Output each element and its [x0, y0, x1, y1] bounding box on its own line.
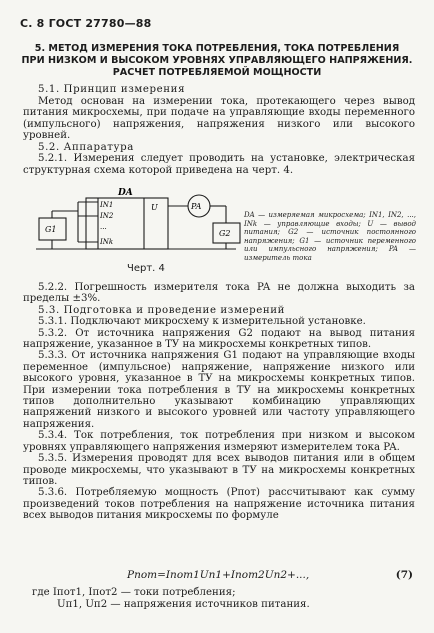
subsection-5-1-heading: 5.1. Принцип измерения: [38, 84, 186, 95]
paragraph-5-1: Метод основан на измерении тока, протекающего через вывод питания микросхемы, при подаче на управляющие входы переменного (импульсного) напряжения, напряжения низкого или высокого уровней.: [23, 95, 415, 141]
circuit-diagram: [36, 187, 241, 255]
formula-legend: [32, 587, 412, 611]
paragraph-5-2-1: 5.2.1. Измерения следует проводить на установке, электрическая структурная схема которой приведена на черт. 4.: [23, 153, 415, 176]
subsection-5-3-heading: 5.3. Подготовка и проведение измерений: [38, 304, 286, 316]
paragraph-5-3-4: 5.3.4. Ток потребления, ток потребления при низком и высоком уровнях управляющего напряжения измеряют измерителем тока PA.: [23, 430, 415, 453]
formula-row: [23, 569, 415, 583]
supply-pin-label: U: [151, 203, 158, 212]
pin-label: ...: [100, 223, 107, 231]
figure-caption: Черт. 4: [127, 263, 165, 274]
pin-label: IN2: [100, 212, 114, 220]
g2-label: G2: [219, 229, 231, 238]
page-header: С. 8 ГОСТ 27780—88: [20, 17, 152, 30]
body-text-bottom: [23, 282, 415, 522]
section-title-line: 5. МЕТОД ИЗМЕРЕНИЯ ТОКА ПОТРЕБЛЕНИЯ, ТОКА ПОТРЕБЛЕНИЯ: [34, 43, 400, 54]
formula-number: (7): [395, 569, 413, 581]
paragraph-5-3-5: 5.3.5. Измерения проводят для всех выводов питания или в общем проводе микросхемы, что указывают в ТУ на микросхемы конкретных типов.: [23, 453, 415, 487]
subsection-5-2-heading: 5.2. Аппаратура: [38, 141, 134, 153]
ammeter-label: PA: [191, 202, 202, 211]
g1-label: G1: [45, 225, 57, 234]
section-title: [18, 43, 416, 79]
paragraph-5-3-1: 5.3.1. Подключают микросхему к измерительной установке.: [38, 316, 366, 328]
figure-legend: DA — измеряемая микросхема; IN1, IN2, ..., INk — управляющие входы; U — вывод питания; G2 — источник постоянного напряжения; G1 — источник переменного или импульсного напряжения; PA — измеритель тока: [244, 211, 416, 262]
section-title-line: ПРИ НИЗКОМ И ВЫСОКОМ УРОВНЯХ УПРАВЛЯЮЩЕГО НАПРЯЖЕНИЯ.: [21, 55, 413, 66]
formula-legend-line: где Iпот1, Iпот2 — токи потребления;: [32, 587, 236, 598]
body-text-top: [23, 84, 415, 176]
paragraph-5-3-6: 5.3.6. Потребляемую мощность (Pпот) рассчитывают как сумму произведений токов потребления на напряжение источника питания всех выводов питания микросхемы по формуле: [23, 487, 415, 522]
chip-label: DA: [118, 188, 133, 198]
pin-label: IN1: [100, 201, 114, 209]
power-formula: Pпот=Iпот1Uп1+Iпот2Uп2+...,: [127, 569, 310, 581]
section-title-line: РАСЧЕТ ПОТРЕБЛЯЕМОЙ МОЩНОСТИ: [112, 67, 322, 78]
formula-legend-line: Uп1, Uп2 — напряжения источников питания.: [57, 599, 310, 610]
paragraph-5-2-2: 5.2.2. Погрешность измерителя тока PA не должна выходить за пределы ±3%.: [23, 282, 415, 305]
paragraph-5-3-3: 5.3.3. От источника напряжения G1 подают на управляющие входы переменное (импульсное) напряжение, напряжение низкого или высокого уровня, указанное в ТУ на микросхемы конкретных типов. При измерении тока потребления в ТУ на микросхемы конкретных типов дополнительно указывают комбинацию управляющих напряжений низкого и высокого уровней или частоту управляющего напряжения.: [23, 350, 415, 430]
pin-label: INk: [100, 238, 114, 246]
paragraph-5-3-2: 5.3.2. От источника напряжения G2 подают на вывод питания напряжение, указанное в ТУ на микросхемы конкретных типов.: [23, 327, 415, 351]
